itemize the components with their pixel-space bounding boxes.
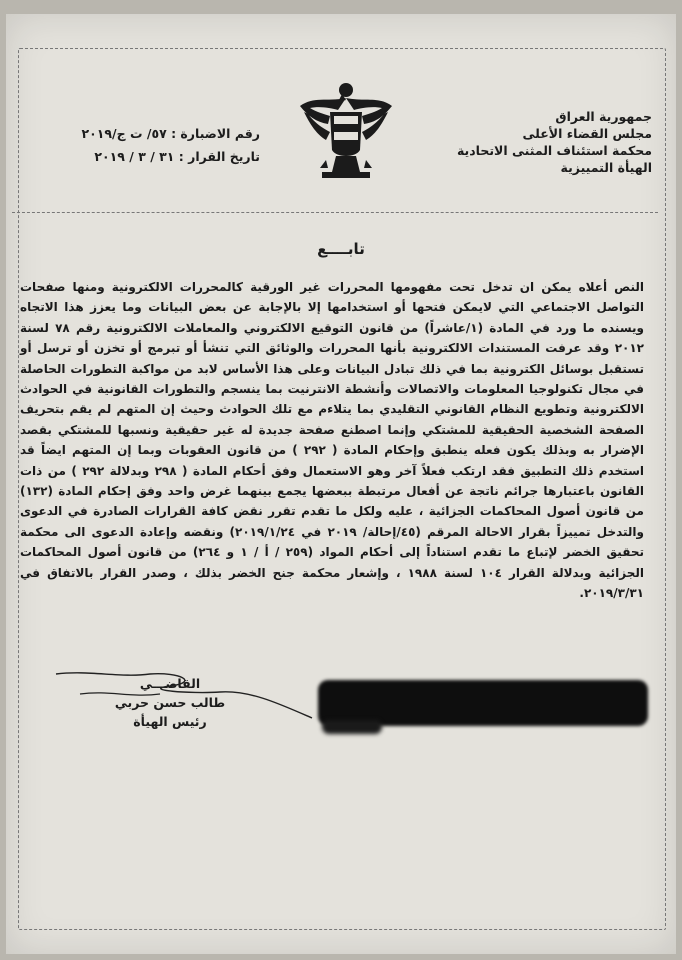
- signer-name: طالب حسن حربي: [114, 695, 226, 710]
- signer-title: رئيس الهيأة: [133, 714, 207, 729]
- body-paragraph: النص أعلاه يمكن ان تدخل تحت مفهومها المحررات غير الورقية كالمحررات الالكترونية ومنها صفحات التواصل الاجتماعي التي لايمكن فتحها أو استخدامها إلا بالإجابة عن بعض البيانات وما يعزز هذا الاتجاه ويسنده ما ورد في المادة (١/عاشراً) من قانون التوقيع الالكتروني والمعاملات الالكترونية رقم ٧٨ لسنة ٢٠١٢ وقد عرفت المستندات الالكترونية بأنها المحررات والوثائق التي تنشأ أو تبرمج أو تخزن أو ترسل أو تستقبل بوسائل الكترونية بما في ذلك تبادل البيانات وعلى هذا الأساس لابد من مواكبة التطورات الحاصلة في مجال تكنولوجيا المعلومات والاتصالات وأنشطة الانترنيت بما ينسجم والتطورات القانونية في الحوادث الالكترونية وتطويع النظام القانوني التقليدي بما يتلاءم مع تلك الحوادث وحيث إن المتهم لم يقم بتحريف الصفحة الشخصية الحقيقية للمشتكي وإنما اصطنع صفحة جديدة له غير حقيقية ونسبها للمشتكي بقصد الإضرار به وبذلك يكون فعله ينطبق وإحكام المادة ( ٢٩٢ ) من قانون العقوبات وبما إن المتهم ايضاً قد استخدم ذلك التطبيق فقد ارتكب فعلاً آخر وهو الاستعمال وفق أحكام المادة ( ٢٩٨ وبدلالة ٢٩٢ ) من ذات القانون باعتبارها جرائم ناتجة عن أفعال مرتبطة ببعضها يجمع بينهما غرض واحد وفق إحكام المادة (١٣٢) من قانون أصول المحاكمات الجزائية ، عليه ولكل ما تقدم تقرر نقض كافة القرارات الصادرة في الدعوى والتدخل تمييزاً بقرار الاحالة المرقم (٤٥/إحالة/ ٢٠١٩ في ٢٠١٩/١/٢٤) ونقضه وإعادة الدعوى الى محكمة تحقيق الخضر لإتباع ما تقدم استناداً إلى أحكام المواد (٢٥٩ / أ / ١ و ٢٦٤) من قانون أصول المحاكمات الجزائية وبدلالة القرار ١٠٤ لسنة ١٩٨٨ ، وإشعار محكمة جنح الخضر بذلك ، وصدر القرار بالاتفاق في ٢٠١٩/٣/٣١.: [20, 280, 645, 601]
- issuer-line: جمهورية العراق: [555, 109, 652, 124]
- iraq-eagle-emblem-icon: [296, 76, 396, 186]
- header-separator: [12, 212, 658, 213]
- decision-body: [20, 277, 644, 604]
- page-title: تابــــع: [317, 240, 365, 258]
- issuer-line: محكمة استئناف المثنى الاتحادية: [456, 143, 652, 158]
- case-info-block: [30, 122, 260, 168]
- case-number: رقم الاضبارة : ٥٧/ ت ج/٢٠١٩: [81, 126, 260, 141]
- issuer-block: [442, 108, 652, 176]
- decision-date: تاريخ القرار : ٣١ / ٣ / ٢٠١٩: [94, 149, 260, 164]
- issuer-line: الهيأة التمييزية: [560, 160, 652, 175]
- signer-role: القاضـــي: [139, 676, 201, 691]
- issuer-line: مجلس القضاء الأعلى: [522, 126, 652, 141]
- redaction-mark: [322, 720, 382, 734]
- handwritten-signature-icon: [50, 664, 320, 724]
